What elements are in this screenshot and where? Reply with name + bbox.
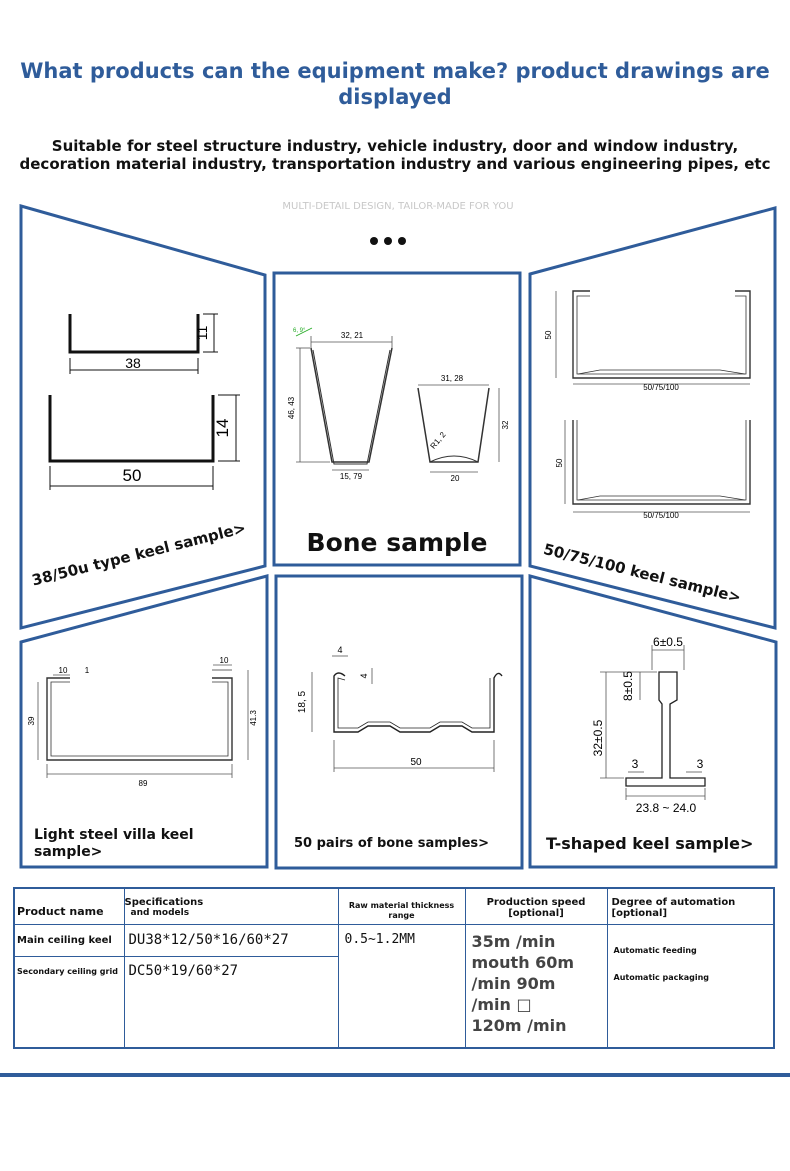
t-keel-dim-height: 32±0.5 bbox=[591, 719, 605, 757]
pairs-dim-side: 4 bbox=[359, 673, 369, 679]
header-speed bbox=[465, 888, 607, 924]
bone-dim-top-left: 32, 21 bbox=[340, 331, 364, 340]
bottom-divider bbox=[0, 1073, 790, 1077]
header-product-name bbox=[14, 888, 124, 924]
caption-villa-line-2: sample> bbox=[34, 844, 103, 860]
pairs-dim-height: 18, 5 bbox=[297, 690, 308, 714]
dim-50: 50 bbox=[122, 466, 142, 485]
header-spec-line-1: Specifications bbox=[124, 897, 204, 908]
subtitle-line-2: decoration material industry, transportation industry and various engineering pipes, etc bbox=[19, 155, 771, 173]
tagline: MULTI-DETAIL DESIGN, TAILOR-MADE FOR YOU bbox=[282, 201, 514, 212]
spec-table bbox=[13, 887, 773, 1049]
bone-dim-bottom-right: 20 bbox=[450, 474, 460, 483]
row-1-spec: DU38*12/50*16/60*27 bbox=[124, 924, 338, 956]
speed-cell bbox=[465, 924, 607, 1048]
caption-villa-line-1: Light steel villa keel bbox=[34, 827, 194, 843]
villa-dim-width: 89 bbox=[138, 779, 148, 788]
speed-line: 120m /min bbox=[471, 1015, 567, 1035]
speed-line: mouth 60m bbox=[471, 952, 575, 972]
bone-dim-height-right: 32 bbox=[501, 420, 510, 430]
header-thickness-line-2: range bbox=[388, 911, 415, 920]
header-thickness-line-1: Raw material thickness bbox=[348, 901, 455, 910]
row-1-name: Main ceiling keel bbox=[14, 924, 124, 956]
t-keel-dim-flange-left: 3 bbox=[631, 757, 639, 771]
subtitle-line-1: Suitable for steel structure industry, vehicle industry, door and window industry, bbox=[51, 137, 739, 155]
bone-dim-angle: 6, 9° bbox=[293, 328, 306, 334]
pairs-dim-width: 50 bbox=[410, 757, 422, 768]
automation-cell bbox=[607, 924, 774, 1048]
page-title: What products can the equipment make? product drawings are displayed bbox=[20, 59, 770, 109]
table-header-row bbox=[14, 888, 774, 924]
caption-u-keel: 38/50u type keel sample> bbox=[30, 518, 248, 590]
villa-dim-h-right: 41.3 bbox=[249, 710, 258, 726]
header-spec-line-2: and models bbox=[130, 908, 190, 918]
caption-pairs: 50 pairs of bone samples> bbox=[294, 836, 490, 851]
automation-feeding: Automatic feeding bbox=[613, 945, 697, 955]
speed-line: 35m /min bbox=[471, 931, 556, 951]
row-2-spec: DC50*19/60*27 bbox=[124, 956, 338, 1048]
keel-100-dim-h1: 50 bbox=[544, 330, 553, 340]
villa-dim-small: 1 bbox=[84, 666, 90, 675]
thickness-cell: 0.5~1.2MM bbox=[338, 924, 465, 1048]
t-keel-dim-bulb: 8±0.5 bbox=[621, 671, 635, 701]
pairs-dim-top: 4 bbox=[337, 645, 343, 655]
dim-11: 11 bbox=[194, 325, 210, 341]
keel-100-dim-w1: 50/75/100 bbox=[643, 383, 679, 392]
villa-dim-lip-right: 10 bbox=[219, 656, 229, 665]
header-spec bbox=[124, 888, 338, 924]
header-product-name-text: Product name bbox=[17, 905, 104, 918]
header-automation-line-1: Degree of automation bbox=[611, 897, 736, 908]
header-automation bbox=[607, 888, 774, 924]
bone-dim-height-left: 46, 43 bbox=[287, 396, 296, 420]
keel-100-dim-w2: 50/75/100 bbox=[643, 511, 679, 520]
header-speed-line-2: [optional] bbox=[508, 908, 564, 919]
villa-dim-lip-left: 10 bbox=[58, 666, 68, 675]
header-thickness bbox=[338, 888, 465, 924]
bone-dim-top-right: 31, 28 bbox=[440, 374, 464, 383]
header-automation-line-2: [optional] bbox=[611, 908, 668, 919]
bone-dim-bottom-left: 15, 79 bbox=[339, 472, 363, 481]
caption-bone: Bone sample bbox=[306, 528, 488, 557]
automation-packaging: Automatic packaging bbox=[613, 972, 710, 982]
row-2-name: Secondary ceiling grid bbox=[14, 956, 124, 1048]
dim-14: 14 bbox=[213, 418, 232, 438]
t-keel-dim-width: 23.8 ~ 24.0 bbox=[635, 801, 697, 815]
t-keel-dim-top: 6±0.5 bbox=[653, 635, 683, 649]
caption-t-keel: T-shaped keel sample> bbox=[546, 834, 754, 853]
speed-line: /min □ bbox=[471, 994, 532, 1014]
keel-100-dim-h2: 50 bbox=[555, 458, 564, 468]
bone-dim-radius: R1, 2 bbox=[428, 430, 448, 451]
dim-38: 38 bbox=[125, 355, 141, 371]
caption-keel-100: 50/75/100 keel sample> bbox=[541, 540, 743, 607]
table-row bbox=[14, 924, 774, 956]
villa-dim-h-left: 39 bbox=[27, 716, 36, 726]
t-keel-dim-flange-right: 3 bbox=[696, 757, 704, 771]
speed-line: /min 90m bbox=[471, 973, 556, 993]
header-speed-line-1: Production speed bbox=[486, 897, 586, 908]
spec-table-grid bbox=[13, 887, 775, 1049]
